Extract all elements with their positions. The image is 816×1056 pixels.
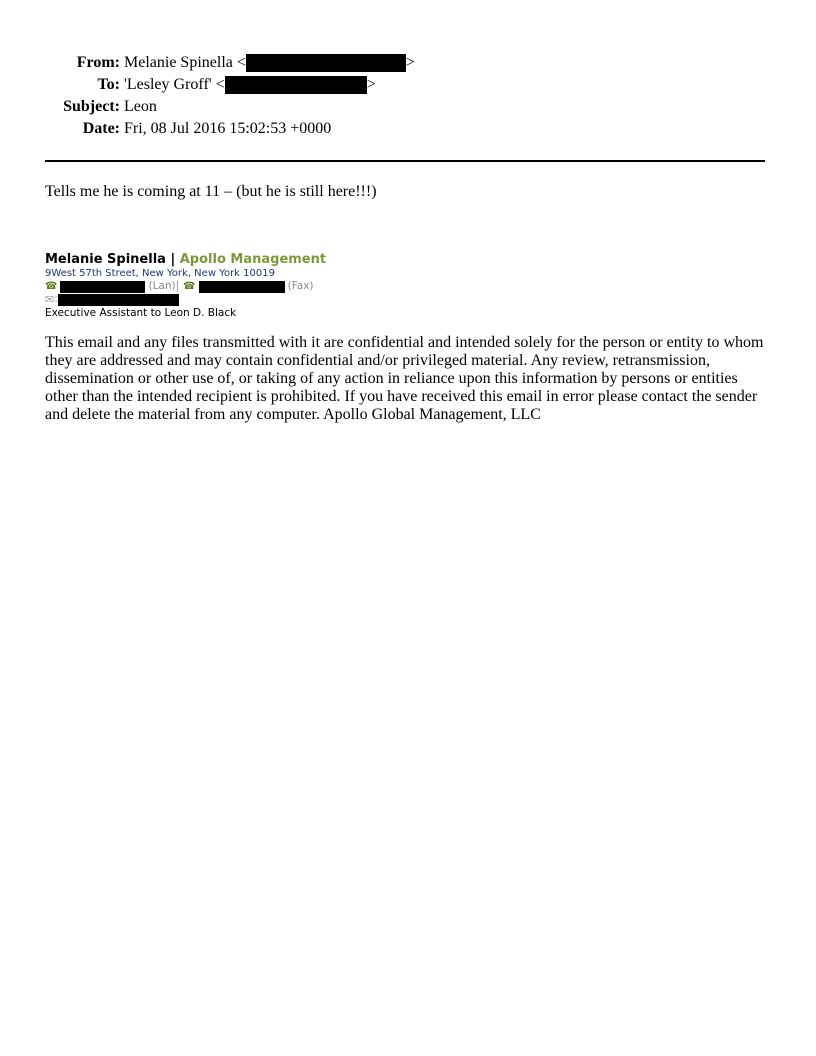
date-label: Date:	[82, 120, 120, 137]
to-close-bracket: >	[366, 76, 376, 93]
from-label: From:	[76, 54, 120, 71]
date-row	[46, 118, 415, 140]
signature-name-line	[45, 251, 326, 268]
land-phone-redaction	[60, 281, 145, 293]
signature-separator: |	[165, 252, 180, 267]
email-redaction	[58, 294, 179, 306]
signature-phone-line	[45, 280, 326, 293]
from-row	[46, 52, 415, 74]
signature-company: Apollo Management	[179, 252, 327, 267]
fax-label: (Fax)	[287, 280, 314, 292]
message-body: Tells me he is coming at 11 – (but he is still here!!!)	[45, 183, 377, 200]
header-divider	[45, 160, 765, 162]
signature-name: Melanie Spinella	[45, 252, 166, 267]
fax-phone-icon: ☎	[183, 281, 196, 292]
from-close-bracket: >	[405, 54, 415, 71]
to-value: 'Lesley Groff' <	[124, 76, 225, 93]
email-header	[46, 52, 415, 140]
mail-colon: :	[54, 293, 58, 305]
mail-icon: ✉	[45, 293, 55, 306]
date-value: Fri, 08 Jul 2016 15:02:53 +0000	[124, 120, 332, 137]
fax-redaction	[199, 281, 285, 293]
subject-value: Leon	[124, 98, 157, 115]
phone-icon: ☎	[45, 281, 58, 292]
to-row	[46, 74, 415, 96]
from-value: Melanie Spinella <	[124, 54, 246, 71]
subject-label: Subject:	[63, 98, 120, 115]
to-label: To:	[97, 76, 120, 93]
confidentiality-disclaimer: This email and any files transmitted with it are confidential and intended solely for the person or entity to whom they are addressed and may contain confidential and/or privileged material. Any review, retransmission, dissemination or other use of, or taking of any action in reliance upon this information by persons or entities other than the intended recipient is prohibited. If you have received this email in error please contact the sender and delete the material from any computer. Apollo Global Management, LLC	[45, 334, 764, 423]
email-signature	[45, 251, 326, 320]
from-email-redaction	[246, 54, 406, 72]
signature-title: Executive Assistant to Leon D. Black	[45, 307, 237, 319]
subject-row	[46, 96, 415, 118]
land-label: (Lan)|	[148, 280, 180, 292]
signature-address: 9West 57th Street, New York, New York 10019	[45, 268, 275, 279]
to-email-redaction	[225, 76, 367, 94]
signature-mail-line	[45, 293, 326, 306]
